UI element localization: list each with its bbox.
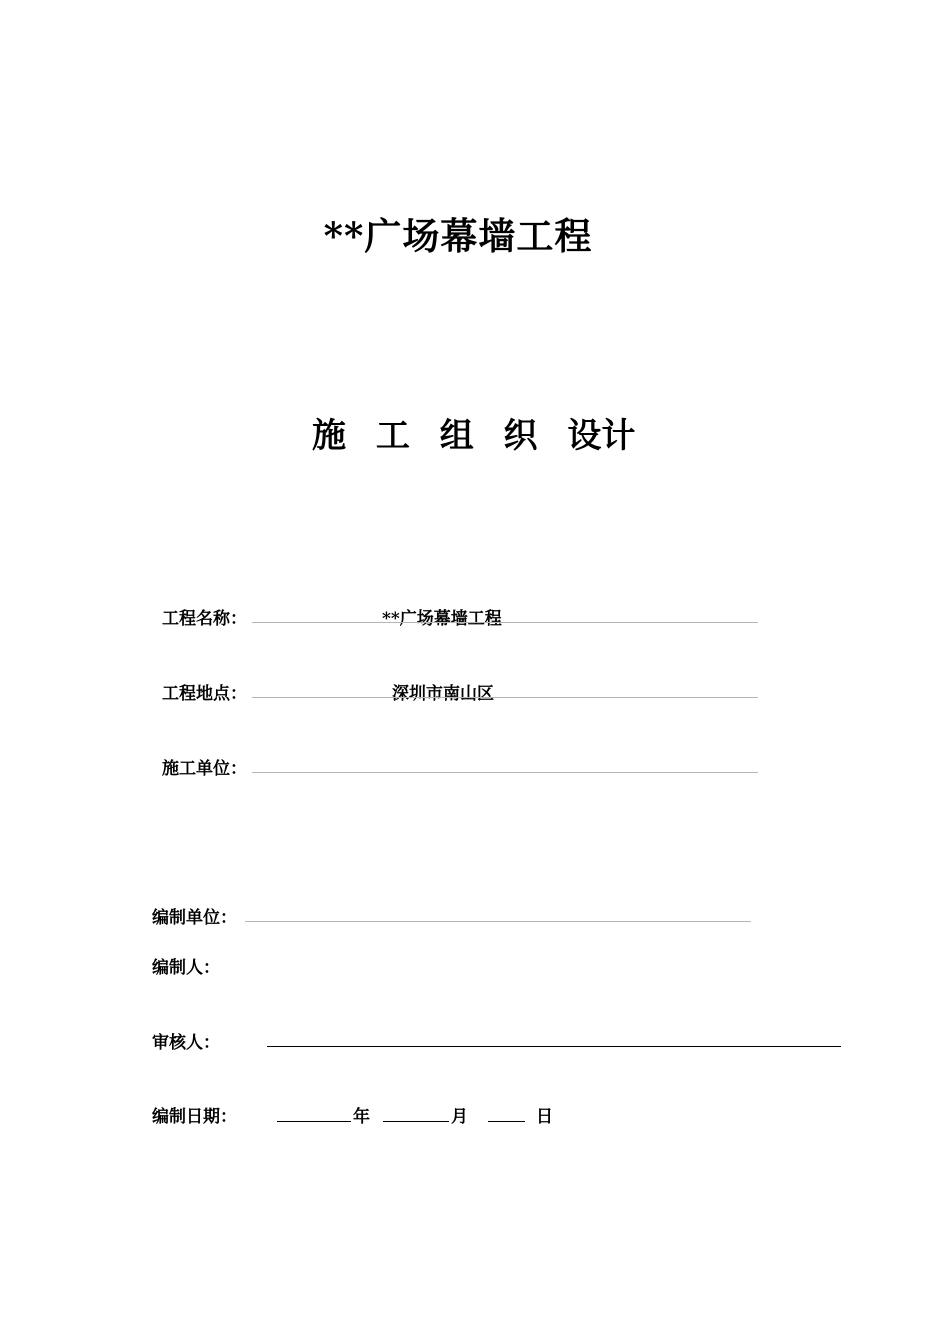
day-label: 日 <box>536 1107 553 1127</box>
compile-unit-underline <box>245 921 751 922</box>
year-label: 年 <box>353 1107 370 1127</box>
construction-unit-label: 施工单位： <box>162 759 247 779</box>
subtitle-char-2: 工 <box>375 416 410 456</box>
reviewer-underline <box>267 1046 841 1047</box>
construction-unit-underline <box>252 772 758 773</box>
project-name-value: **广场幕墙工程 <box>382 609 502 629</box>
day-blank <box>488 1121 525 1122</box>
project-name-label: 工程名称： <box>162 609 247 629</box>
project-name-underline <box>252 622 758 623</box>
project-location-underline <box>252 697 758 698</box>
document-subtitle <box>312 408 635 457</box>
subtitle-char-4: 织 <box>503 416 538 456</box>
project-location-value: 深圳市南山区 <box>392 684 494 704</box>
subtitle-char-1: 施 <box>312 416 346 456</box>
compile-date-label: 编制日期： <box>152 1107 237 1127</box>
project-location-label: 工程地点： <box>162 684 247 704</box>
document-title: **广场幕墙工程 <box>323 214 593 258</box>
subtitle-char-3: 组 <box>439 416 474 456</box>
reviewer-label: 审核人： <box>152 1033 220 1053</box>
year-blank <box>277 1121 351 1122</box>
month-blank <box>383 1121 449 1122</box>
subtitle-char-5: 设计 <box>567 416 636 456</box>
compile-unit-label: 编制单位： <box>152 908 237 928</box>
month-label: 月 <box>451 1107 468 1127</box>
compiler-label: 编制人： <box>152 958 220 978</box>
